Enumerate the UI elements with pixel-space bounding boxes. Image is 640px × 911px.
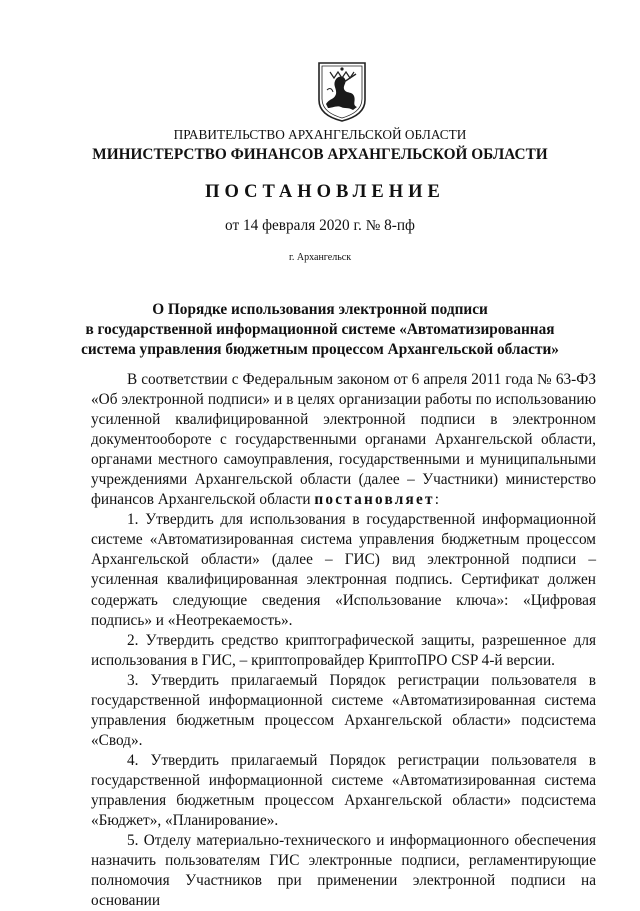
document-type: ПОСТАНОВЛЕНИЕ: [205, 182, 445, 202]
document-date-number: от 14 февраля 2020 г. № 8-пф: [225, 217, 415, 234]
list-item: 1. Утвердить для использования в государственной информационной системе «Автоматизированная система управления бюджетным процессом Архангельской области» (далее – ГИС) вид электронной подписи – усиленная квалифицированная электронная подпись. Сертификат должен содержать следующие сведения «Использование ключа»: «Цифровая подпись» и «Неотрекаемость».: [91, 511, 596, 629]
ministry-name: МИНИСТЕРСТВО ФИНАНСОВ АРХАНГЕЛЬСКОЙ ОБЛАСТИ: [92, 146, 548, 163]
list-item: 3. Утвердить прилагаемый Порядок регистрации пользователя в государственной информационной системе «Автоматизированная система управления бюджетным процессом Архангельской области» подсистема «Свод».: [91, 671, 596, 749]
government-name: ПРАВИТЕЛЬСТВО АРХАНГЕЛЬСКОЙ ОБЛАСТИ: [173, 127, 467, 142]
title-line: система управления бюджетным процессом Архангельской области»: [81, 341, 559, 358]
resolves-word: постановляет: [314, 491, 435, 509]
coat-of-arms-icon: [316, 60, 368, 122]
document-city: г. Архангельск: [288, 252, 352, 263]
document-title: [0, 300, 640, 360]
list-item: 2. Утвердить средство криптографической защиты, разрешенное для использования в ГИС, – криптопровайдер КриптоПРО CSP 4-й версии.: [91, 631, 596, 669]
list-item: 5. Отделу материально-технического и информационного обеспечения назначить пользователям ГИС электронные подписи, регламентирующие полномочия Участников при применении электронной подписи на основании: [91, 832, 596, 910]
preamble-text: В соответствии с Федеральным законом от 6 апреля 2011 года № 63-ФЗ «Об электронной подписи» и в целях организации работы по использованию усиленной квалифицированной электронной подписи в электронном документообороте с государственными органами Архангельской области, органами местного самоуправления, государственными и муниципальными учреждениями Архангельской области (далее – Участники) министерство финансов Архангельской области: [91, 371, 596, 509]
resolves-suffix: :: [434, 491, 439, 509]
list-item: 4. Утвердить прилагаемый Порядок регистрации пользователя в государственной информационной системе «Автоматизированная система управления бюджетным процессом Архангельской области» подсистема «Бюджет», «Планирование».: [91, 751, 596, 830]
preamble-paragraph: [91, 370, 596, 510]
document-body: [91, 370, 596, 911]
title-line: в государственной информационной системе «Автоматизированная: [85, 321, 555, 338]
title-line: О Порядке использования электронной подписи: [152, 301, 488, 318]
